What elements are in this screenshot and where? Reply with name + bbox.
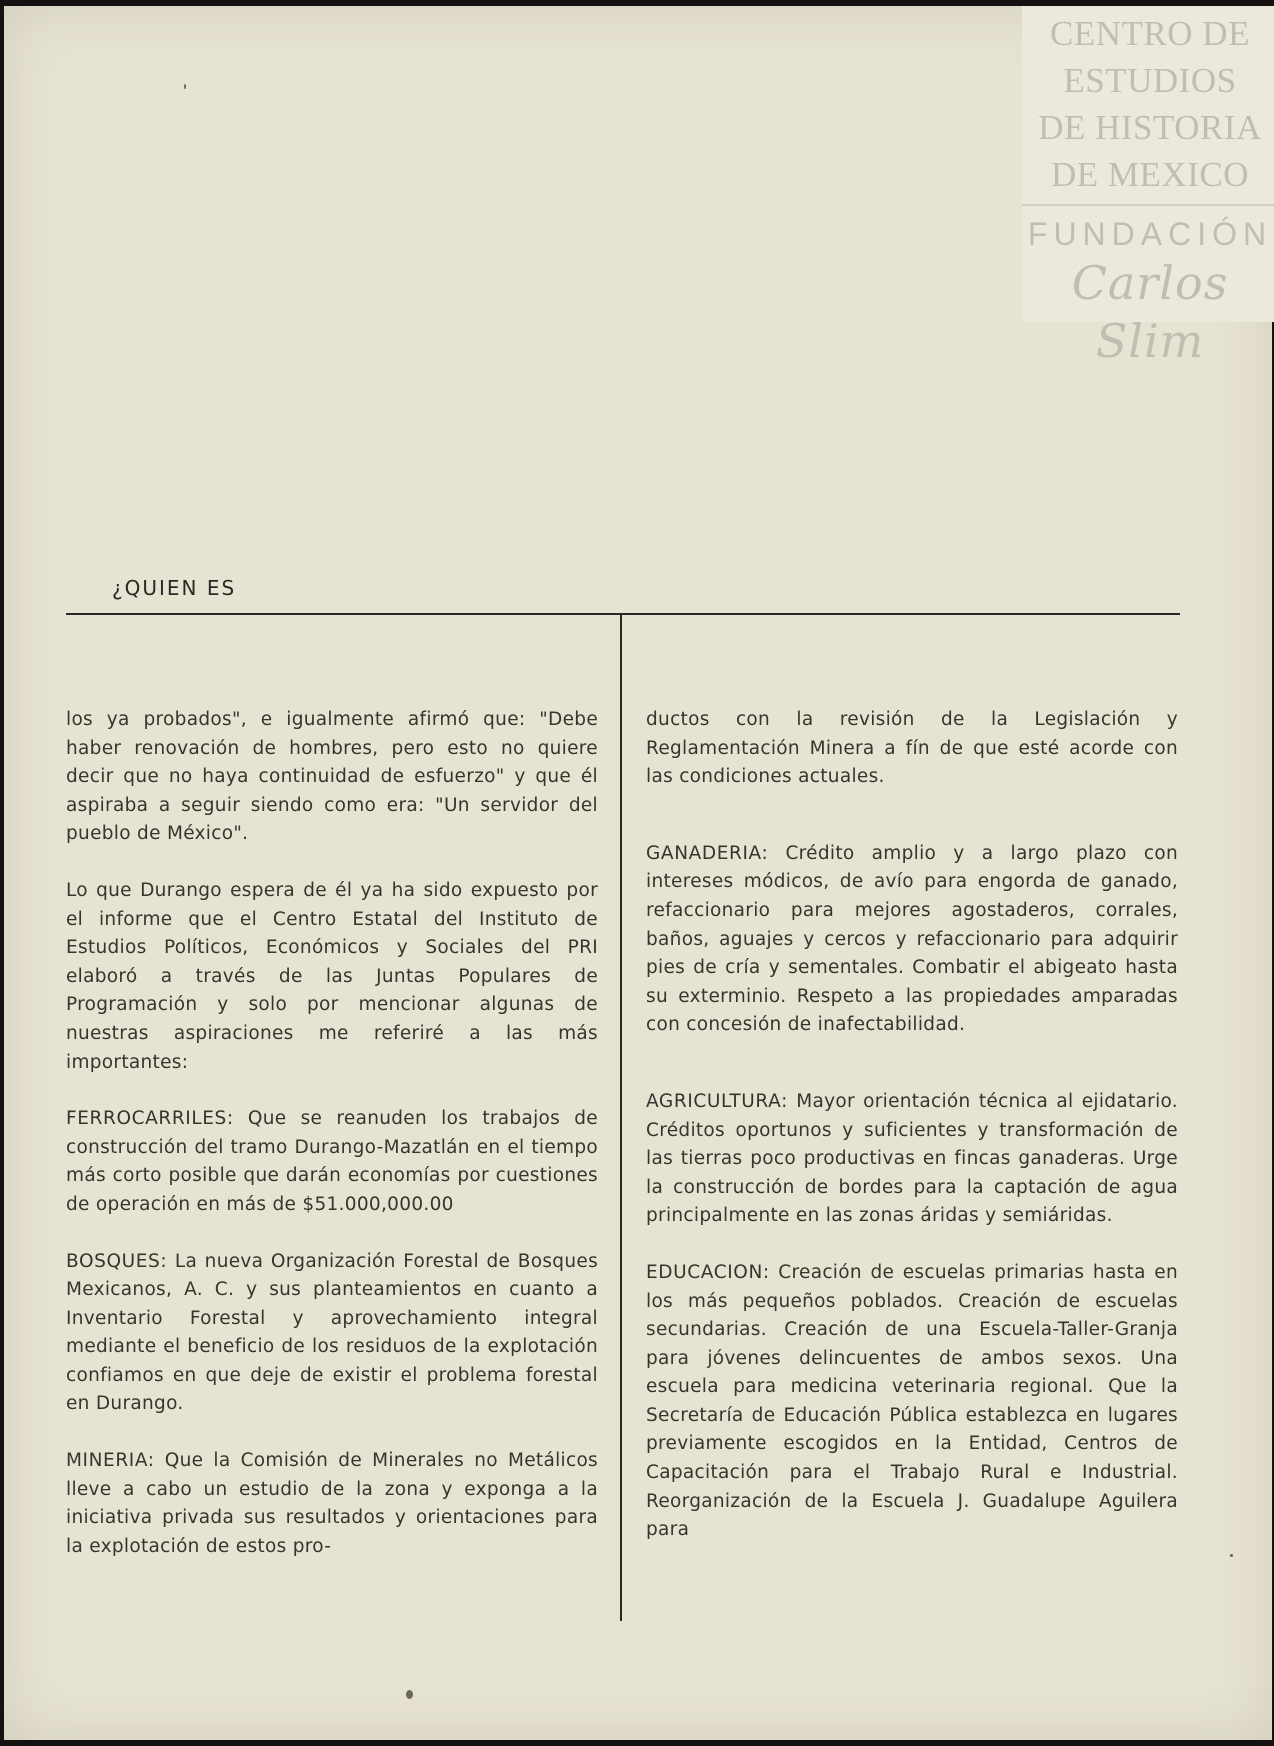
paragraph bbox=[66, 706, 598, 849]
scanned-page bbox=[4, 6, 1272, 1740]
watermark-foundation: FUNDACIÓN bbox=[1027, 216, 1273, 252]
paragraph-text: Que se reanuden los trabajos de construcción del tramo Durango-Mazatlán en el tiempo más corto posible que darán economías por cuestiones de operación en más de $51.000,000.00 bbox=[66, 1108, 598, 1215]
watermark-signature: Carlos Slim bbox=[1071, 256, 1229, 368]
paragraph-ganaderia bbox=[646, 840, 1178, 1040]
paragraph-educacion bbox=[646, 1259, 1178, 1545]
right-column bbox=[646, 706, 1178, 1545]
watermark-line: CENTRO DE bbox=[1050, 14, 1250, 53]
heading-rule bbox=[66, 613, 1180, 615]
paragraph-mineria bbox=[66, 1447, 598, 1561]
paragraph-text: La nueva Organización Forestal de Bosques Mexicanos, A. C. y sus planteamientos en cuanto a Inventario Forestal y aprovechamiento integral mediante el beneficio de los residuos de la explotación confiamos en que deje de existir el problema forestal en Durango. bbox=[66, 1250, 599, 1415]
archive-watermark bbox=[1022, 6, 1274, 368]
watermark-line: DE HISTORIA bbox=[1038, 108, 1262, 147]
paper-speck bbox=[184, 84, 186, 89]
column-divider bbox=[620, 613, 622, 1621]
paragraph-text: Mayor orientación técnica al ejidatario. Créditos oportunos y suficientes y transformación de las tierras poco productivas en fincas ganaderas. Urge la construcción de bordes para la captación de agua principalmente en las zonas áridas y semiáridas. bbox=[646, 1090, 1178, 1227]
left-column bbox=[66, 706, 598, 1561]
paragraph-label: AGRICULTURA: bbox=[646, 1090, 788, 1112]
paragraph-label: GANADERIA: bbox=[646, 842, 769, 864]
paragraph-text: Creación de escuelas primarias hasta en los más pequeños poblados. Creación de escuelas secundarias. Creación de una Escuela-Taller-Granja para jóvenes delincuentes de ambos sexos. Una escuela para medicina veterinaria regional. Que la Secretaría de Educación Pública establezca en lugares previamente escogidos en la Entidad, Centros de Capacitación para el Trabajo Rural e Industrial. Reorganización de la Escuela J. Guadalupe Aguilera para bbox=[646, 1261, 1178, 1541]
watermark-divider bbox=[1022, 204, 1274, 206]
paragraph-bosques bbox=[66, 1248, 598, 1420]
paragraph-agricultura bbox=[646, 1088, 1178, 1231]
paragraph-text: Que la Comisión de Minerales no Metálicos lleve a cabo un estudio de la zona y exponga a la iniciativa privada sus resultados y orientaciones para la explotación de estos pro- bbox=[66, 1450, 598, 1557]
watermark-line: ESTUDIOS bbox=[1063, 61, 1237, 100]
paragraph-text: Crédito amplio y a largo plazo con intereses módicos, de avío para engorda de ganado, refaccionario para mejores agostaderos, corrales, baños, aguajes y cercos y refaccionario para adquirir pies de cría y sementales. Combatir el abigeato hasta su exterminio. Respeto a las propiedades amparadas con concesión de inafectabilidad. bbox=[646, 842, 1178, 1036]
paper-speck bbox=[406, 1690, 413, 1699]
paragraph-label: BOSQUES: bbox=[66, 1250, 168, 1272]
paragraph-ferrocarriles bbox=[66, 1105, 598, 1219]
paragraph-text: Lo que Durango espera de él ya ha sido expuesto por el informe que el Centro Estatal del Instituto de Estudios Políticos, Económicos y Sociales del PRI elaboró a través de las Juntas Populares de Programación y solo por mencionar algunas de nuestras aspiraciones me referiré a las más importantes: bbox=[66, 879, 598, 1073]
paragraph-text: los ya probados", e igualmente afirmó que: "Debe haber renovación de hombres, pero esto no quiere decir que no haya continuidad de esfuerzo" y que él aspiraba a seguir siendo como era: "Un servidor del pueblo de México". bbox=[66, 709, 598, 845]
paper-speck bbox=[1230, 1554, 1233, 1557]
paragraph-label: EDUCACION: bbox=[646, 1261, 770, 1283]
section-heading: ¿QUIEN ES bbox=[112, 576, 237, 600]
watermark-line: DE MEXICO bbox=[1051, 155, 1249, 194]
paragraph bbox=[646, 706, 1178, 792]
paragraph-label: MINERIA: bbox=[66, 1450, 155, 1472]
paragraph bbox=[66, 877, 598, 1077]
paragraph-label: FERROCARRILES: bbox=[66, 1108, 234, 1130]
paragraph-text: ductos con la revisión de la Legislación y Reglamentación Minera a fín de que esté acorde con las condiciones actuales. bbox=[646, 709, 1178, 788]
